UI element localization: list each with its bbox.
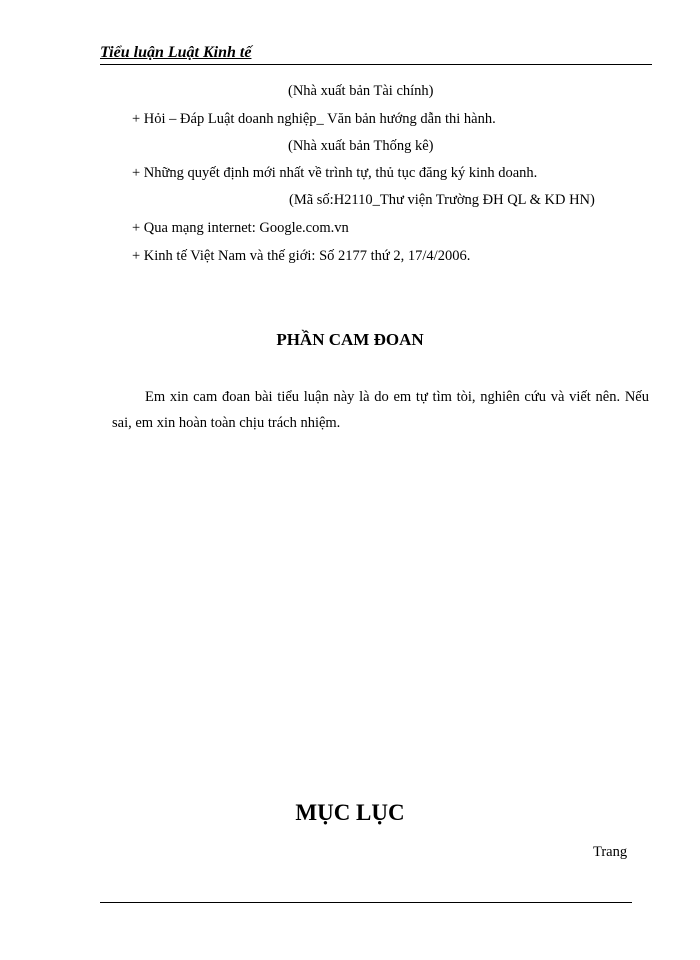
toc-heading: MỤC LỤC [295,800,405,825]
reference-publisher-1: (Nhà xuất bản Tài chính) [288,83,434,99]
reference-catalog-code: (Mã số:H2110_Thư viện Trường ĐH QL & KD HN) [289,192,595,208]
reference-item-4: + Kinh tế Việt Nam và thế giới: Số 2177 thứ 2, 17/4/2006. [132,248,471,264]
reference-item-1: + Hỏi – Đáp Luật doanh nghiệp_ Văn bản hướng dẫn thi hành. [132,111,496,127]
footer-rule [100,902,632,903]
reference-item-3: + Qua mạng internet: Google.com.vn [132,220,349,236]
reference-publisher-2: (Nhà xuất bản Thống kê) [288,138,434,154]
declaration-heading: PHẦN CAM ĐOAN [276,330,424,349]
declaration-text: Em xin cam đoan bài tiểu luận này là do em tự tìm tòi, nghiên cứu và viết nên. Nếu sai, em xin hoàn toàn chịu trách nhiệm. [112,389,649,431]
page-header [100,44,652,65]
header-title: Tiểu luận Luật Kinh tế [100,44,252,61]
toc-page-label: Trang [593,844,628,860]
reference-item-2: + Những quyết định mới nhất về trình tự, thủ tục đăng ký kinh doanh. [132,165,538,181]
